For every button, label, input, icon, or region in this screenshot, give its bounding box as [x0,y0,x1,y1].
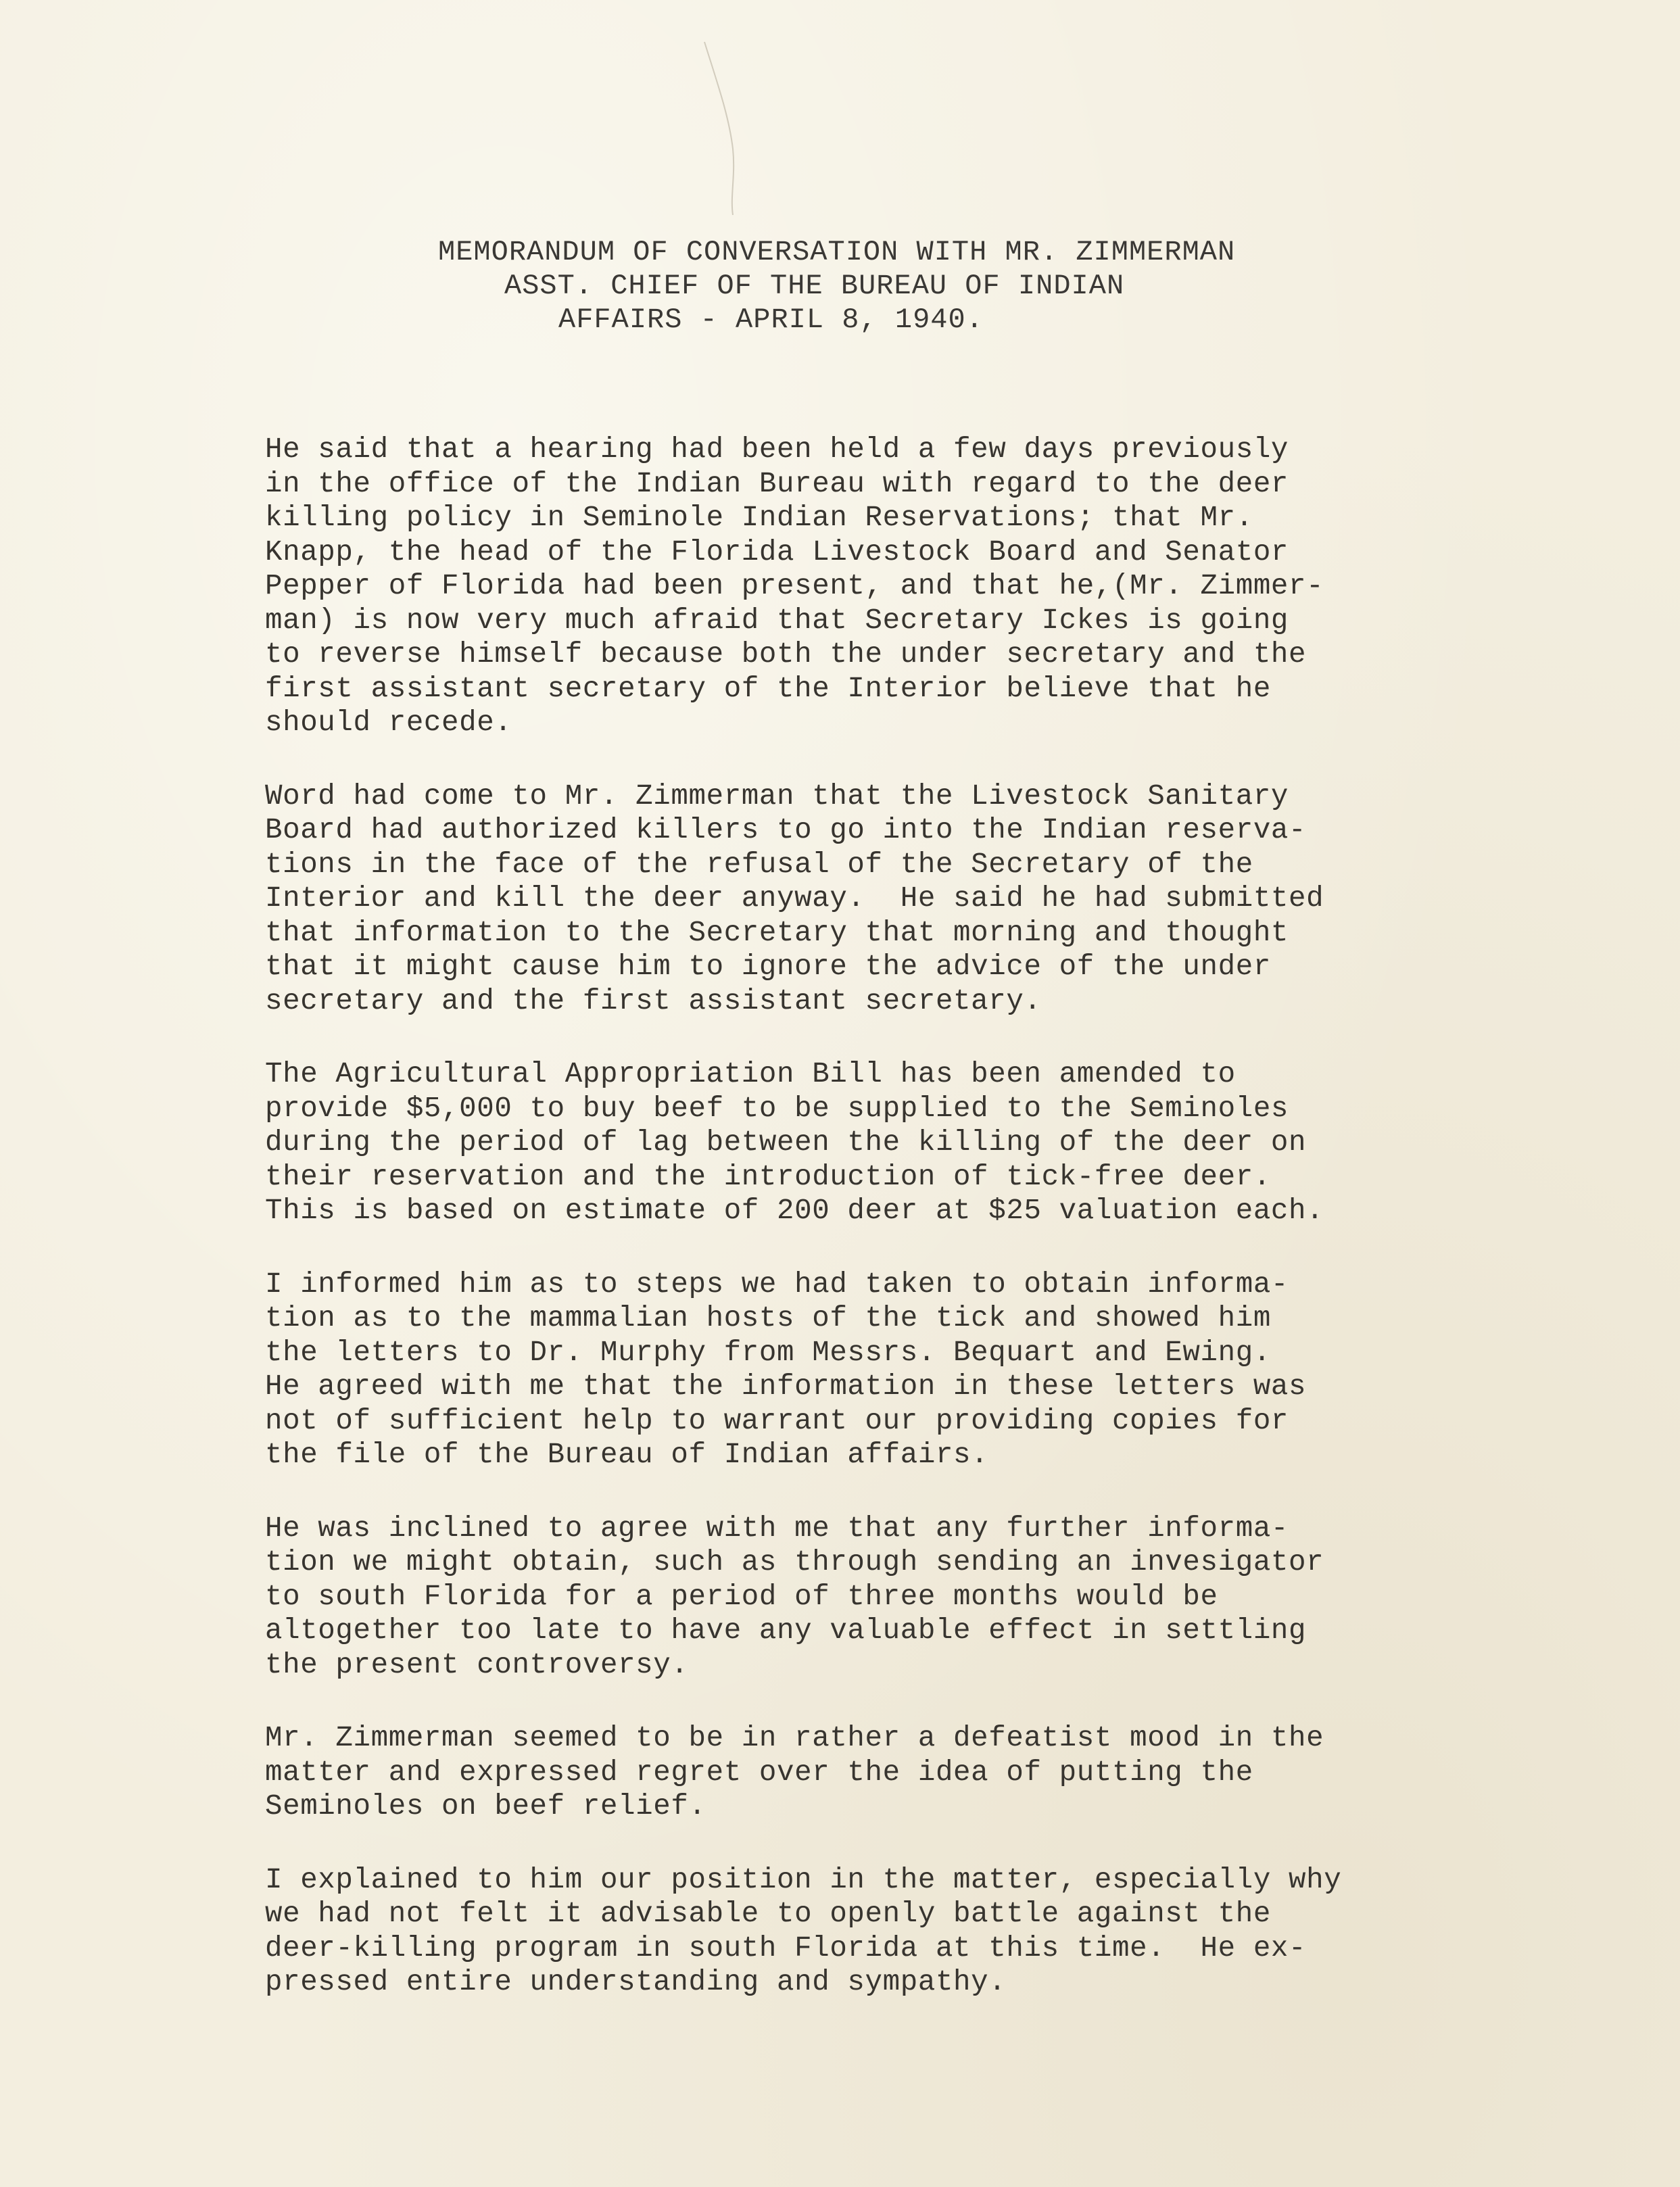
text-line: I informed him as to steps we had taken to obtain informa- [265,1268,1289,1301]
text-line: their reservation and the introduction of tick-free deer. [265,1160,1271,1193]
memo-heading-line-2: ASST. CHIEF OF THE BUREAU OF INDIAN [504,270,1125,302]
text-line: the present controversy. [265,1648,689,1681]
text-line: Interior and kill the deer anyway. He said he had submitted [265,882,1324,915]
paragraph-hearing [265,433,1502,740]
paragraph-defeatist-mood [265,1721,1502,1824]
text-line: killing policy in Seminole Indian Reservations; that Mr. [265,502,1253,534]
text-line: Pepper of Florida had been present, and that he,(Mr. Zimmer- [265,570,1324,602]
text-line: that it might cause him to ignore the advice of the under [265,951,1271,983]
text-line: the file of the Bureau of Indian affairs. [265,1439,989,1471]
paragraph-investigator [265,1512,1502,1683]
text-line: to reverse himself because both the under secretary and the [265,638,1307,671]
text-line: Word had come to Mr. Zimmerman that the Livestock Sanitary [265,779,1289,813]
text-line: He said that a hearing had been held a few days previously [265,433,1289,466]
memo-heading-line-3: AFFAIRS - APRIL 8, 1940. [558,304,984,336]
text-line: Board had authorized killers to go into the Indian reserva- [265,814,1307,846]
text-line: the letters to Dr. Murphy from Messrs. Bequart and Ewing. [265,1336,1271,1369]
paper-crease-mark [703,41,744,216]
text-line: He was inclined to agree with me that any further informa- [265,1512,1289,1545]
text-line: secretary and the first assistant secretary. [265,984,1042,1017]
text-line: provide $5,000 to buy beef to be supplied to the Seminoles [265,1092,1289,1125]
text-line: that information to the Secretary that morning and thought [265,916,1289,949]
text-line: in the office of the Indian Bureau with regard to the deer [265,467,1289,500]
text-line: Knapp, the head of the Florida Livestock Board and Senator [265,535,1289,569]
text-line: I explained to him our position in the matter, especially why [265,1863,1342,1896]
text-line: tion we might obtain, such as through sending an invesigator [265,1546,1324,1579]
text-line: to south Florida for a period of three months would be [265,1580,1218,1613]
text-line: man) is now very much afraid that Secretary Ickes is going [265,604,1289,637]
text-line: during the period of lag between the killing of the deer on [265,1126,1307,1159]
text-line: tions in the face of the refusal of the Secretary of the [265,848,1253,881]
text-line: should recede. [265,706,512,739]
text-line: matter and expressed regret over the idea of putting the [265,1756,1253,1789]
text-line: altogether too late to have any valuable effect in settling [265,1614,1307,1647]
text-line: we had not felt it advisable to openly battle against the [265,1898,1271,1930]
text-line: Mr. Zimmerman seemed to be in rather a defeatist mood in the [265,1722,1324,1754]
memo-body [265,433,1502,2039]
text-line: This is based on estimate of 200 deer at $25 valuation each. [265,1195,1324,1227]
paragraph-tick-hosts [265,1268,1502,1472]
text-line: first assistant secretary of the Interior believe that he [265,672,1271,705]
text-line: He agreed with me that the information in these letters was [265,1370,1307,1403]
text-line: tion as to the mammalian hosts of the tick and showed him [265,1302,1271,1335]
text-line: not of sufficient help to warrant our providing copies for [265,1404,1289,1437]
text-line: Seminoles on beef relief. [265,1790,706,1823]
paragraph-killers [265,779,1502,1019]
text-line: The Agricultural Appropriation Bill has been amended to [265,1058,1236,1090]
paragraph-position [265,1863,1502,2000]
memo-heading [0,235,1680,337]
memo-heading-line-1: MEMORANDUM OF CONVERSATION WITH MR. ZIMMERMAN [438,236,1236,268]
text-line: deer-killing program in south Florida at this time. He ex- [265,1931,1307,1965]
text-line: pressed entire understanding and sympathy. [265,1966,1007,1998]
paragraph-appropriation [265,1057,1502,1228]
